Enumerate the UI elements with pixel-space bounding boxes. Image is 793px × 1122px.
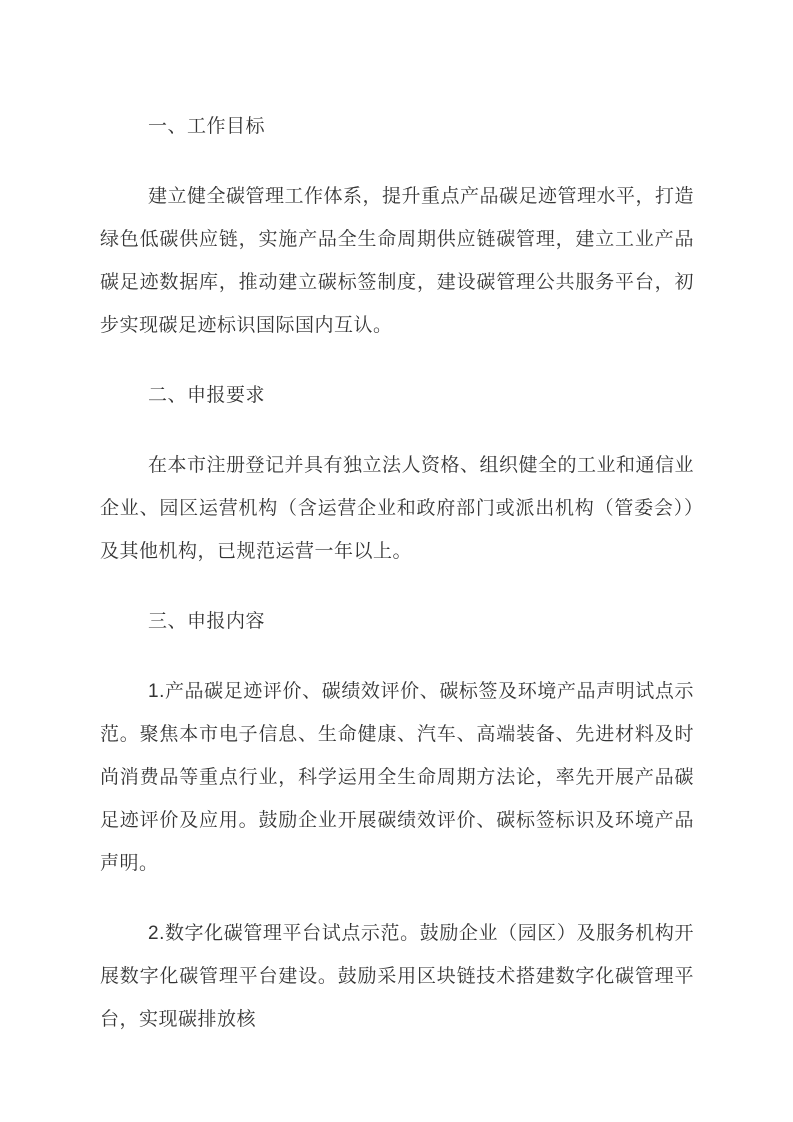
paragraph: 2.数字化碳管理平台试点示范。鼓励企业（园区）及服务机构开展数字化碳管理平台建设。鼓励采用区块链技术搭建数字化碳管理平台，实现碳排放核 [100,923,694,1030]
section-heading: 一、工作目标 [148,116,266,137]
section-heading: 二、申报要求 [148,385,266,406]
document-body [100,105,694,1041]
paragraph: 在本市注册登记并具有独立法人资格、组织健全的工业和通信业企业、园区运营机构（含运营企业和政府部门或派出机构（管委会））及其他机构，已规范运营一年以上。 [100,455,695,562]
section-heading: 三、申报内容 [148,611,266,632]
paragraph: 1.产品碳足迹评价、碳绩效评价、碳标签及环境产品声明试点示范。聚焦本市电子信息、生命健康、汽车、高端装备、先进材料及时尚消费品等重点行业，科学运用全生命周期方法论，率先开展产品碳足迹评价及应用。鼓励企业开展碳绩效评价、碳标签标识及环境产品声明。 [100,681,694,874]
paragraph: 建立健全碳管理工作体系，提升重点产品碳足迹管理水平，打造绿色低碳供应链，实施产品全生命周期供应链碳管理，建立工业产品碳足迹数据库，推动建立碳标签制度，建设碳管理公共服务平台，初步实现碳足迹标识国际国内互认。 [100,186,695,336]
